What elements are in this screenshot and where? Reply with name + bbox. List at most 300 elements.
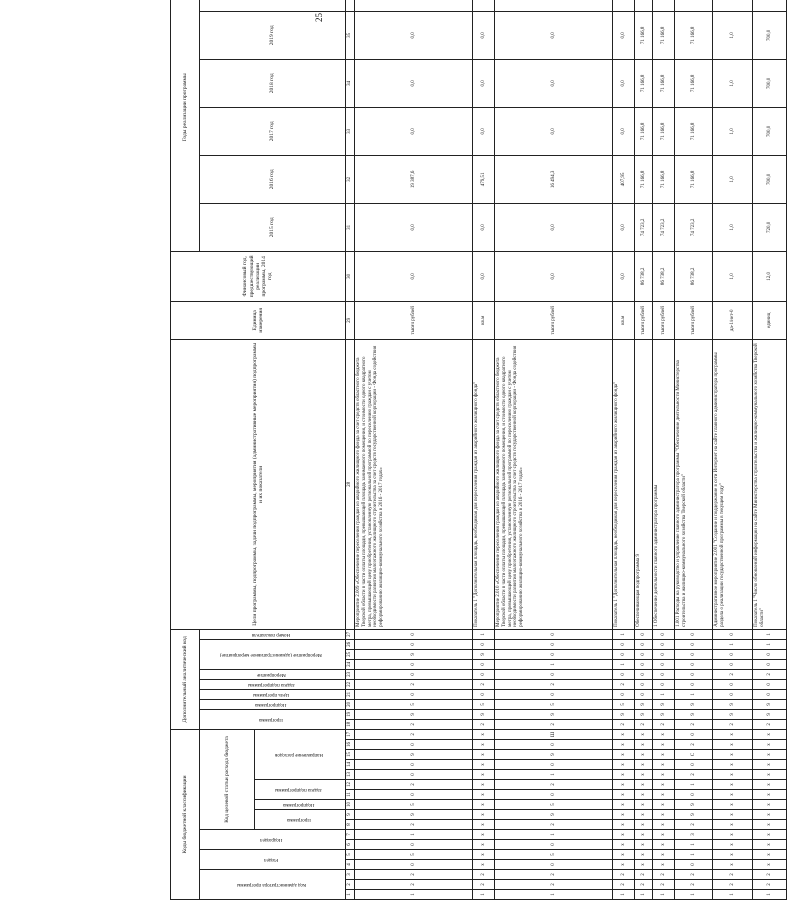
code-cell: 9 (355, 649, 473, 659)
unit-cell: тысяч рублей (653, 301, 675, 339)
column-number: 6 (346, 840, 355, 850)
code-cell: 0 (753, 689, 787, 699)
header-fin-year: Финансовый год, предшествующий реализации программы, 2014 год (171, 251, 346, 301)
code-cell: 0 (355, 689, 473, 699)
code-cell: х (613, 750, 635, 760)
code-cell: 0 (495, 740, 613, 750)
code-cell: 0 (635, 659, 653, 669)
code-cell: 9 (675, 810, 713, 820)
code-cell: х (713, 760, 753, 770)
value-2017-cell: 700,0 (753, 107, 787, 155)
code-cell: х (653, 840, 675, 850)
header-2016: 2016 год (200, 155, 346, 203)
value-2016-cell: 71 166,8 (653, 155, 675, 203)
code-cell: 1 (653, 890, 675, 900)
code-cell: 2 (495, 820, 613, 830)
code-cell: 0 (713, 679, 753, 689)
code-cell: х (635, 780, 653, 790)
row-name-cell: Показатель 1 "Дополнительная площадь, необходимая для переселения граждан из аварийного жилищного фонда" (473, 339, 495, 629)
value-2017-cell: 71 166,8 (653, 107, 675, 155)
code-cell: 5 (355, 699, 473, 709)
header-program: Программа (255, 810, 346, 830)
code-cell: 1 (675, 689, 713, 699)
value-2019-cell: 700,0 (753, 11, 787, 59)
code-cell: 0 (355, 659, 473, 669)
code-cell: 0 (355, 760, 473, 770)
table-row (713, 0, 753, 900)
code-cell: 0 (495, 689, 613, 699)
code-cell: х (635, 840, 653, 850)
code-cell: х (635, 850, 653, 860)
column-number: 12 (346, 780, 355, 790)
code-cell: х (753, 780, 787, 790)
column-number: 32 (346, 155, 355, 203)
code-cell: 2 (495, 780, 613, 790)
code-cell: х (753, 820, 787, 830)
code-cell: 9 (675, 709, 713, 719)
code-cell: х (753, 750, 787, 760)
code-cell: 0 (355, 639, 473, 649)
code-cell: х (473, 750, 495, 760)
header-an-goal-subprogram: Задача подпрограммы (200, 679, 346, 689)
code-cell: 1 (473, 629, 495, 639)
code-cell: 0 (495, 760, 613, 770)
code-cell: 9 (473, 649, 495, 659)
code-cell: 9 (495, 709, 613, 719)
value-2020-cell (753, 0, 787, 11)
code-cell: 2 (613, 870, 635, 880)
code-cell: 2 (495, 679, 613, 689)
code-cell: 2 (495, 880, 613, 890)
code-cell: х (635, 729, 653, 739)
code-cell: х (635, 770, 653, 780)
value-2015-cell: 74 723,2 (653, 203, 675, 251)
header-admin-code: Код администратора программы (200, 870, 346, 900)
value-2019-cell: 71 166,8 (635, 11, 653, 59)
code-cell: х (473, 840, 495, 850)
code-cell: 0 (495, 649, 613, 659)
value-2017-cell: 71 166,8 (635, 107, 653, 155)
code-cell: х (473, 810, 495, 820)
header-2015: 2015 год (200, 203, 346, 251)
code-cell: х (473, 830, 495, 840)
header-2019: 2019 год (200, 11, 346, 59)
code-cell: х (635, 800, 653, 810)
table-row (473, 0, 495, 900)
code-cell: х (473, 770, 495, 780)
code-cell: х (635, 820, 653, 830)
column-number: 17 (346, 729, 355, 739)
column-number: 9 (346, 810, 355, 820)
unit-cell: тысяч рублей (355, 301, 473, 339)
value-2020-cell (713, 0, 753, 11)
code-cell: 0 (635, 629, 653, 639)
code-cell: х (653, 790, 675, 800)
column-number: 33 (346, 107, 355, 155)
code-cell: 0 (355, 669, 473, 679)
code-cell: 0 (635, 679, 653, 689)
value-2015-cell: 720,0 (753, 203, 787, 251)
code-cell: х (613, 770, 635, 780)
value-2018-cell: 0,0 (473, 59, 495, 107)
code-cell: 0 (713, 689, 753, 699)
code-cell: 0 (753, 649, 787, 659)
code-cell: 2 (473, 880, 495, 890)
code-cell: 0 (495, 639, 613, 649)
value-2020-cell (613, 0, 635, 11)
unit-cell: единиц (753, 301, 787, 339)
code-cell: 0 (473, 689, 495, 699)
code-cell: 2 (653, 719, 675, 729)
header-goal: Задача подпрограммы (255, 780, 346, 800)
table-row (355, 0, 473, 900)
code-cell: 0 (675, 669, 713, 679)
code-cell: х (635, 860, 653, 870)
code-cell: х (613, 740, 635, 750)
row-name-cell: Мероприятие 2.010 «Обеспечение переселения граждан из аварийного жилищного фонда за счет средств областного бюджета Тверской области в части оплаты площади, превышающей площадь занимаемого помещения, и стоимости одного квадратного метра, превышающей цену приобретения, установленную региональной программой по переселению граждан с учетом необходимости развития малоэтажного жилищного строительства за счет средств государственной корпорации - Фонда содействия реформированию жилищно-коммунального хозяйства в 2016 - 2017 годах» (495, 339, 613, 629)
fin-year-cell: 1,0 (713, 251, 753, 301)
value-2018-cell: 700,0 (753, 59, 787, 107)
code-cell: 9 (675, 800, 713, 810)
code-cell: х (473, 860, 495, 870)
code-cell: 9 (473, 709, 495, 719)
column-number: 25 (346, 649, 355, 659)
value-2020-cell (495, 0, 613, 11)
code-cell: 0 (635, 639, 653, 649)
code-cell: 1 (713, 639, 753, 649)
code-cell: 2 (653, 880, 675, 890)
code-cell: 9 (635, 699, 653, 709)
code-cell: 1 (495, 890, 613, 900)
code-cell: х (653, 729, 675, 739)
code-cell: 2 (713, 880, 753, 890)
value-2018-cell: 0,0 (495, 59, 613, 107)
code-cell: 2 (473, 679, 495, 689)
code-cell: х (653, 800, 675, 810)
value-2015-cell: 74 723,2 (675, 203, 713, 251)
code-cell: 0 (355, 840, 473, 850)
code-cell: 0 (635, 649, 653, 659)
value-2019-cell: 1,0 (713, 11, 753, 59)
unit-cell: да-1/нет-0 (713, 301, 753, 339)
code-cell: 2 (753, 719, 787, 729)
code-cell: 5 (495, 800, 613, 810)
code-cell: 9 (653, 699, 675, 709)
code-cell: х (753, 770, 787, 780)
header-direction: Направление расходов (255, 729, 346, 779)
code-cell: 0 (613, 689, 635, 699)
column-number: 1 (346, 890, 355, 900)
column-number: 20 (346, 699, 355, 709)
code-cell: 0 (613, 669, 635, 679)
code-cell: 1 (635, 890, 653, 900)
value-2017-cell: 71 166,8 (675, 107, 713, 155)
code-cell: 1 (653, 689, 675, 699)
column-number (346, 0, 355, 11)
value-2015-cell: 0,0 (495, 203, 613, 251)
code-cell: 5 (473, 699, 495, 709)
code-cell: х (635, 790, 653, 800)
row-name-cell: Мероприятие 2.009 «Обеспечение переселения граждан из аварийного жилищного фонда за счет средств областного бюджета Тверской области в части оплаты площади, превышающей площадь занимаемого помещения, и стоимости одного квадратного метра, превышающей цену приобретения, установленную региональной программой по переселению граждан с учетом необходимости развития малоэтажного жилищного строительства за счет средств государственной корпорации - Фонда содействия реформированию жилищно-коммунального хозяйства в 2016 - 2017 годах» (355, 339, 473, 629)
code-cell: 0 (713, 649, 753, 659)
table-row (753, 0, 787, 900)
code-cell: х (473, 790, 495, 800)
code-cell: 2 (635, 719, 653, 729)
code-cell: х (635, 740, 653, 750)
code-cell: х (635, 750, 653, 760)
value-2016-cell: 700,0 (753, 155, 787, 203)
code-cell: 2 (675, 880, 713, 890)
code-cell: х (613, 860, 635, 870)
value-2019-cell: 0,0 (355, 11, 473, 59)
code-cell: х (753, 740, 787, 750)
header-target-article: Код целевой статьи расхода бюджета (200, 729, 255, 829)
column-number: 8 (346, 820, 355, 830)
code-cell: 2 (713, 719, 753, 729)
column-number: 29 (346, 301, 355, 339)
code-cell: 0 (355, 790, 473, 800)
value-2016-cell: 16 494,3 (495, 155, 613, 203)
code-cell: 5 (495, 699, 613, 709)
page-number: 25 (314, 13, 324, 23)
fin-year-cell: 0,0 (495, 251, 613, 301)
code-cell: 0 (473, 669, 495, 679)
value-2017-cell: 0,0 (495, 107, 613, 155)
column-number: 14 (346, 760, 355, 770)
code-cell: х (613, 800, 635, 810)
value-2017-cell: 0,0 (613, 107, 635, 155)
header-an-subprogram: Подпрограмма (200, 699, 346, 709)
code-cell: 1 (753, 639, 787, 649)
header-an-program: Программа (200, 709, 346, 729)
code-cell: х (613, 810, 635, 820)
value-2018-cell: 71 166,8 (653, 59, 675, 107)
code-cell: 0 (713, 629, 753, 639)
code-cell: 0 (355, 740, 473, 750)
code-cell: 0 (653, 659, 675, 669)
column-number: 4 (346, 860, 355, 870)
value-2016-cell: 1,0 (713, 155, 753, 203)
code-cell: х (713, 729, 753, 739)
code-cell: х (473, 729, 495, 739)
fin-year-cell: 86 738,2 (653, 251, 675, 301)
code-cell: х (753, 800, 787, 810)
code-cell: 1 (675, 780, 713, 790)
fin-year-cell: 12,0 (753, 251, 787, 301)
value-2020-cell (635, 0, 653, 11)
fin-year-cell: 86 738,2 (675, 251, 713, 301)
code-cell: х (473, 780, 495, 790)
column-number: 31 (346, 203, 355, 251)
value-2020-cell (355, 0, 473, 11)
value-2019-cell: 0,0 (473, 11, 495, 59)
code-cell: х (653, 830, 675, 840)
code-cell: 2 (635, 870, 653, 880)
code-cell: 1 (753, 629, 787, 639)
column-number: 27 (346, 629, 355, 639)
code-cell: 0 (473, 659, 495, 669)
row-name-cell: Показатель 1 "Дополнительная площадь, необходимая для переселения граждан из аварийного жилищного фонда" (613, 339, 635, 629)
code-cell: 0 (675, 760, 713, 770)
value-2020-cell (653, 0, 675, 11)
code-cell: 0 (675, 659, 713, 669)
header-section: Раздел (200, 850, 346, 870)
code-cell: х (753, 729, 787, 739)
code-cell: 2 (675, 719, 713, 729)
code-cell: х (613, 820, 635, 830)
code-cell: х (653, 820, 675, 830)
value-2015-cell: 0,0 (473, 203, 495, 251)
code-cell: 2 (635, 880, 653, 890)
column-number: 22 (346, 679, 355, 689)
code-cell: 1 (675, 840, 713, 850)
code-cell: 0 (675, 860, 713, 870)
column-number: 18 (346, 719, 355, 729)
unit-cell: тысяч рублей (675, 301, 713, 339)
row-name-cell: 1 Обеспечение деятельности главного администратора программы (653, 339, 675, 629)
code-cell: 1 (495, 770, 613, 780)
fin-year-cell: 0,0 (613, 251, 635, 301)
code-cell: 0 (613, 649, 635, 659)
code-cell: х (713, 830, 753, 840)
code-cell: х (613, 850, 635, 860)
table-row (675, 0, 713, 900)
code-cell: 9 (495, 750, 613, 760)
code-cell: 2 (653, 870, 675, 880)
code-cell: х (713, 750, 753, 760)
code-cell: Ш (495, 729, 613, 739)
code-cell: 1 (473, 890, 495, 900)
column-number: 21 (346, 689, 355, 699)
column-number: 24 (346, 659, 355, 669)
code-cell: х (753, 840, 787, 850)
code-cell: 2 (355, 729, 473, 739)
code-cell: х (653, 860, 675, 870)
row-name-cell: Административное мероприятие 2.001 "Создание и поддержание в сети Интернет на сайте главного администратора программы раздела о реализации государственной программы в текущем году" (713, 339, 753, 629)
code-cell: 0 (713, 659, 753, 669)
code-cell: х (473, 740, 495, 750)
code-cell: 1 (495, 830, 613, 840)
code-cell: 9 (355, 810, 473, 820)
fin-year-cell: 0,0 (473, 251, 495, 301)
column-number: 19 (346, 709, 355, 719)
column-number: 3 (346, 870, 355, 880)
code-cell: х (613, 760, 635, 770)
code-cell: х (713, 740, 753, 750)
table-row (495, 0, 613, 900)
column-number: 28 (346, 339, 355, 629)
code-cell: х (713, 770, 753, 780)
code-cell: 0 (675, 729, 713, 739)
value-2017-cell: 0,0 (473, 107, 495, 155)
header-subsection: Подраздел (200, 830, 346, 850)
code-cell: 9 (635, 709, 653, 719)
code-cell: 9 (355, 750, 473, 760)
code-cell: 0 (653, 649, 675, 659)
code-cell: 3 (675, 830, 713, 840)
column-number: 35 (346, 11, 355, 59)
code-cell: х (653, 770, 675, 780)
code-cell: х (473, 850, 495, 860)
value-2018-cell: 71 166,8 (635, 59, 653, 107)
header-2017: 2017 год (200, 107, 346, 155)
code-cell: 0 (753, 659, 787, 669)
code-cell: 5 (355, 800, 473, 810)
code-cell: 0 (653, 679, 675, 689)
value-2016-cell: 19 387,6 (355, 155, 473, 203)
code-cell: 0 (495, 790, 613, 800)
code-cell: х (473, 800, 495, 810)
row-name-cell: Показатель 1 "Число обновлений информации на сайте Министерства строительства и жилищно-коммунального хозяйства Тверской области" (753, 339, 787, 629)
column-number: 15 (346, 750, 355, 760)
code-cell: 1 (613, 890, 635, 900)
code-cell: 2 (675, 770, 713, 780)
header-2018: 2018 год (200, 59, 346, 107)
code-cell: х (653, 750, 675, 760)
column-number: 7 (346, 830, 355, 840)
code-cell: 2 (613, 679, 635, 689)
column-number: 10 (346, 800, 355, 810)
code-cell: х (713, 860, 753, 870)
code-cell: х (653, 810, 675, 820)
code-cell: х (753, 810, 787, 820)
value-2015-cell: 0,0 (355, 203, 473, 251)
column-number: 11 (346, 790, 355, 800)
code-cell: 0 (675, 639, 713, 649)
code-cell: х (635, 760, 653, 770)
value-2015-cell: 0,0 (613, 203, 635, 251)
code-cell: 0 (495, 669, 613, 679)
unit-cell: кв.м (473, 301, 495, 339)
code-cell: 1 (675, 850, 713, 860)
code-cell: х (653, 850, 675, 860)
code-cell: 9 (653, 709, 675, 719)
column-number: 5 (346, 850, 355, 860)
code-cell: 2 (355, 780, 473, 790)
code-cell: 1 (613, 659, 635, 669)
code-cell: 1 (613, 629, 635, 639)
value-2016-cell: 407,95 (613, 155, 635, 203)
code-cell: х (753, 850, 787, 860)
unit-cell: тысяч рублей (635, 301, 653, 339)
fin-year-cell: 86 738,2 (635, 251, 653, 301)
code-cell: 5 (613, 699, 635, 709)
code-cell: х (653, 740, 675, 750)
value-2019-cell: 0,0 (495, 11, 613, 59)
column-numbers-row (346, 0, 355, 900)
program-table (170, 0, 787, 900)
code-cell: 1 (495, 659, 613, 669)
code-cell: х (613, 830, 635, 840)
code-cell: 9 (753, 709, 787, 719)
column-number: 16 (346, 740, 355, 750)
code-cell: 0 (753, 679, 787, 689)
header-subprogram: Подпрограмма (255, 800, 346, 810)
value-2018-cell: 71 166,8 (675, 59, 713, 107)
table-frame (170, 25, 772, 900)
code-cell: 2 (675, 820, 713, 830)
fin-year-cell: 0,0 (355, 251, 473, 301)
code-cell: 9 (713, 709, 753, 719)
column-number: 13 (346, 770, 355, 780)
code-cell: 2 (753, 669, 787, 679)
code-cell: 9 (713, 699, 753, 709)
code-cell: 2 (355, 820, 473, 830)
value-2020-cell (675, 0, 713, 11)
code-cell: 2 (675, 740, 713, 750)
code-cell: 5 (495, 850, 613, 860)
code-cell: 0 (653, 639, 675, 649)
